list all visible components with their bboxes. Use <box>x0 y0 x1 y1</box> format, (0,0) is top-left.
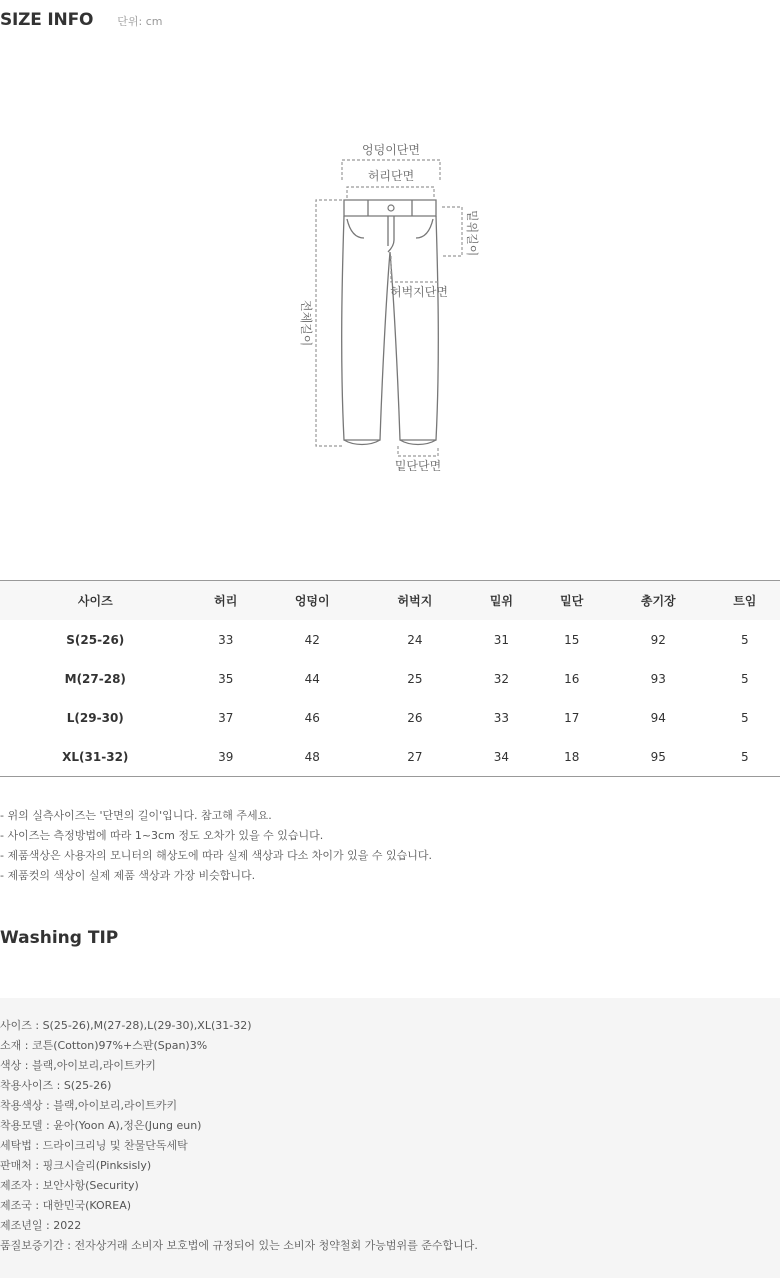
waist-measure-line <box>347 187 434 198</box>
table-cell: 39 <box>191 737 261 777</box>
size-table <box>0 580 780 777</box>
table-cell: 94 <box>650 710 666 725</box>
note-item: - 제품컷의 색상이 실제 제품 색상과 가장 비슷합니다. <box>0 869 256 882</box>
table-cell: 5 <box>710 737 780 777</box>
info-worn-size: 착용사이즈 : S(25-26) <box>0 1079 112 1092</box>
info-year: 제조년일 : 2022 <box>0 1219 82 1232</box>
table-cell: S(25-26) <box>66 632 125 647</box>
hem-measure-line <box>398 446 438 456</box>
table-row <box>0 659 780 698</box>
header-length: 총기장 <box>607 581 710 621</box>
right-hem <box>400 440 436 445</box>
table-cell: 31 <box>493 632 510 647</box>
pants-diagram-svg <box>290 140 490 480</box>
table-cell: 26 <box>407 710 423 725</box>
thigh-measure-line <box>391 256 440 282</box>
right-pocket <box>416 219 433 238</box>
info-model: 착용모델 : 윤아(Yoon A),정은(Jung eun) <box>0 1119 202 1132</box>
info-material: 소재 : 코튼(Cotton)97%+스판(Span)3% <box>0 1039 208 1052</box>
table-cell: 33 <box>218 632 234 647</box>
hip-label: 엉덩이단면 <box>362 143 420 157</box>
table-cell: 24 <box>407 632 423 647</box>
info-washing: 세탁법 : 드라이크리닝 및 찬물단독세탁 <box>0 1139 188 1152</box>
table-cell: 27 <box>364 737 467 777</box>
info-country: 제조국 : 대한민국(KOREA) <box>0 1199 132 1212</box>
table-cell: 5 <box>740 632 749 647</box>
size-info-title: SIZE INFO <box>0 10 94 30</box>
header-size: 사이즈 <box>0 581 191 621</box>
table-cell: 34 <box>466 737 536 777</box>
belt-loops <box>368 200 412 216</box>
rise-measure-line <box>442 207 462 256</box>
table-cell: 95 <box>607 737 710 777</box>
note-item: - 사이즈는 측정방법에 따라 1~3cm 정도 오차가 있을 수 있습니다. <box>0 829 324 842</box>
table-cell: 93 <box>650 671 666 686</box>
pants-diagram <box>290 140 490 480</box>
total-length-measure-line <box>316 200 342 446</box>
header-slit: 트임 <box>710 581 780 621</box>
rise-label: 밑위길이 <box>465 210 479 257</box>
table-cell: 25 <box>407 671 423 686</box>
table-cell: 46 <box>304 710 320 725</box>
button <box>388 205 394 211</box>
table-cell: 37 <box>218 710 234 725</box>
table-cell: 15 <box>564 632 580 647</box>
table-cell: 32 <box>493 671 510 686</box>
pants-outline <box>342 200 439 445</box>
waist-label: 허리단면 <box>367 169 415 183</box>
left-pocket <box>347 219 364 238</box>
table-cell: 17 <box>564 710 580 725</box>
note-item: - 제품색상은 사용자의 모니터의 해상도에 따라 실제 색상과 다소 차이가 있을 수 있습니다. <box>0 849 432 862</box>
header-hem: 밑단 <box>537 581 607 621</box>
product-info-box <box>0 998 780 1278</box>
header-waist: 허리 <box>191 581 261 621</box>
header-thigh: 허벅지 <box>364 581 467 621</box>
table-cell: 42 <box>304 632 320 647</box>
info-color: 색상 : 블랙,아이보리,라이트카키 <box>0 1059 156 1072</box>
table-cell: 48 <box>261 737 364 777</box>
header-rise: 밑위 <box>466 581 536 621</box>
fly-stitch <box>388 216 394 252</box>
info-warranty: 품질보증기간 : 전자상거래 소비자 보호법에 규정되어 있는 소비자 청약철회 가능범위를 준수합니다. <box>0 1239 478 1252</box>
washing-tip-title: Washing TIP <box>0 928 119 948</box>
info-size: 사이즈 : S(25-26),M(27-28),L(29-30),XL(31-32) <box>0 1019 252 1032</box>
note-item: - 위의 실측사이즈는 '단면의 길이'입니다. 참고해 주세요. <box>0 809 272 822</box>
table-cell: 35 <box>218 671 234 686</box>
waistband <box>344 200 436 216</box>
table-row <box>0 620 780 659</box>
info-manufacturer: 제조자 : 보안사항(Security) <box>0 1179 139 1192</box>
left-hem <box>344 440 380 445</box>
hem-label: 밑단단면 <box>394 459 442 473</box>
total-length-label: 전체길이 <box>299 300 313 347</box>
table-cell: 92 <box>650 632 666 647</box>
size-notes <box>0 806 432 886</box>
table-row <box>0 698 780 737</box>
table-row <box>0 737 780 777</box>
info-seller: 판매처 : 핑크시슬리(Pinksisly) <box>0 1159 152 1172</box>
header-hip: 엉덩이 <box>261 581 364 621</box>
table-cell: 16 <box>564 671 580 686</box>
table-cell: 18 <box>537 737 607 777</box>
table-cell: XL(31-32) <box>0 737 191 777</box>
table-cell: 5 <box>740 710 749 725</box>
thigh-label: 허벅지단면 <box>390 285 448 299</box>
table-cell: 33 <box>493 710 510 725</box>
size-table-header-row <box>0 581 780 621</box>
table-cell: M(27-28) <box>64 671 126 686</box>
table-cell: 44 <box>304 671 320 686</box>
table-cell: L(29-30) <box>66 710 124 725</box>
unit-label: 단위: cm <box>117 15 163 28</box>
table-cell: 5 <box>740 671 749 686</box>
size-info-header <box>0 10 162 30</box>
info-worn-color: 착용색상 : 블랙,아이보리,라이트카키 <box>0 1099 178 1112</box>
